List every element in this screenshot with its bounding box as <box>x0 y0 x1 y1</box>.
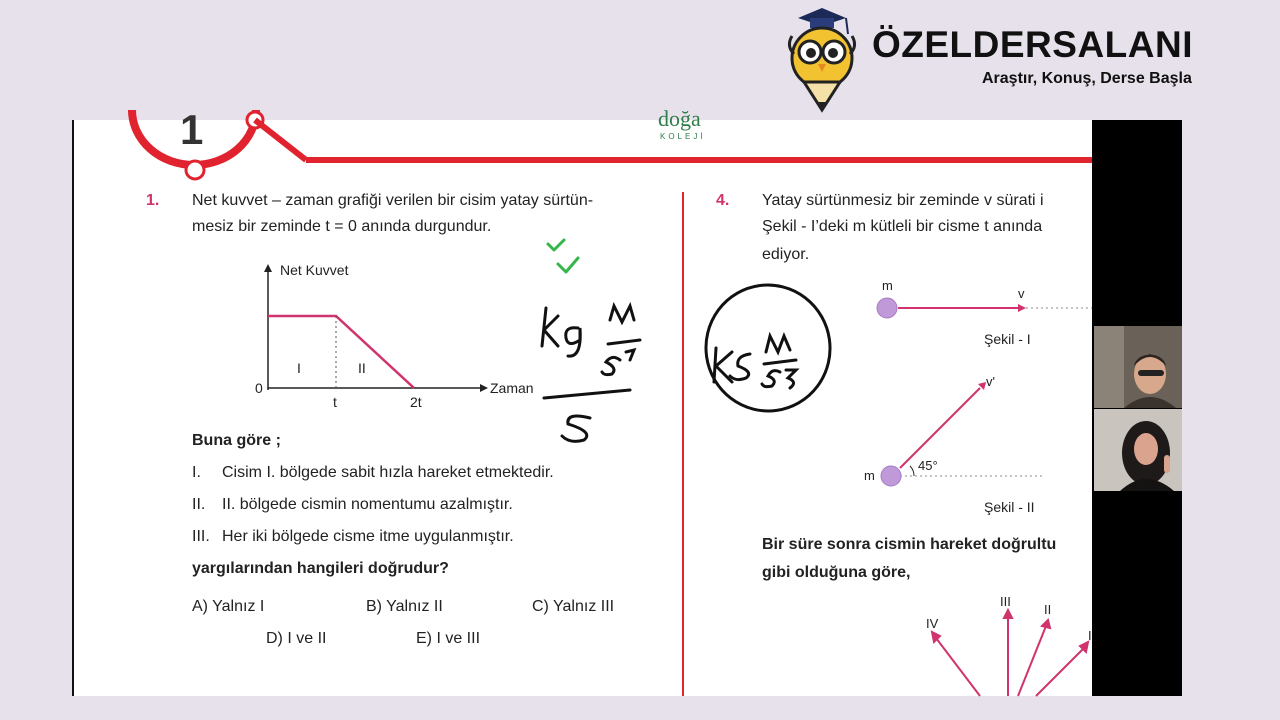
brand-name: ÖZELDERSALANI <box>872 24 1193 65</box>
owl-logo-icon <box>782 6 862 114</box>
y-axis-arrow-icon <box>264 264 272 272</box>
arrow-label-iii: III <box>1000 594 1011 609</box>
figure-2-mass-label: m <box>864 468 875 483</box>
question-1-lead: Buna göre ; <box>192 432 281 449</box>
option-a[interactable]: A) Yalnız I <box>192 598 265 615</box>
header-connector <box>255 120 306 160</box>
statement-3-number: III. <box>192 528 210 545</box>
question-1-number: 1. <box>146 192 160 209</box>
graph-origin-label: 0 <box>255 380 263 396</box>
figure-2-velocity-label: v' <box>986 374 995 389</box>
mass-ball <box>877 298 897 318</box>
figure-2-angle-label: 45° <box>918 458 938 473</box>
participant-video-2[interactable] <box>1094 409 1182 491</box>
brand-tagline: Araştır, Konuş, Derse Başla <box>982 70 1192 87</box>
direction-arrows <box>932 610 1088 696</box>
option-d[interactable]: D) I ve II <box>266 630 327 647</box>
x-axis-arrow-icon <box>480 384 488 392</box>
option-b[interactable]: B) Yalnız II <box>366 598 443 615</box>
worksheet-page <box>72 106 1094 696</box>
statement-2-text: II. bölgede cismin nomentumu azalmıştır. <box>222 496 513 513</box>
statement-2-number: II. <box>192 496 206 513</box>
velocity-vector <box>900 388 980 468</box>
figure-1 <box>877 298 1094 318</box>
check-icon <box>558 258 578 272</box>
statement-1-number: I. <box>192 464 201 481</box>
participant-2-avatar <box>1094 409 1182 491</box>
question-1-text-line2: mesiz bir zeminde t = 0 anında durgundur. <box>192 218 492 235</box>
graph-region-2-label: II <box>358 360 366 376</box>
question-1-prompt: yargılarından hangileri doğrudur? <box>192 560 449 577</box>
arrow-label-ii: II <box>1044 602 1052 617</box>
graph-y-label: Net Kuvvet <box>280 262 349 278</box>
statement-3-text: Her iki bölgede cisme itme uygulanmıştır. <box>222 528 514 545</box>
header-dot <box>186 161 204 179</box>
angle-arc <box>910 466 914 476</box>
option-c[interactable]: C) Yalnız III <box>532 598 615 615</box>
participant-1-avatar <box>1094 326 1182 408</box>
graph-region-1-label: I <box>297 360 301 376</box>
graph-tick-2t: 2t <box>410 394 422 410</box>
handwritten-notes <box>542 277 838 441</box>
figure-1-caption: Şekil - I <box>984 331 1031 347</box>
participant-video-1[interactable] <box>1094 326 1182 408</box>
question-4-number: 4. <box>716 192 730 209</box>
figure-1-mass-label: m <box>882 278 893 293</box>
question-4-text-line1: Yatay sürtünmesiz bir zeminde v sürati i <box>762 192 1044 209</box>
question-4-text-line2: Şekil - I’deki m kütleli bir cisme t anında <box>762 218 1043 235</box>
figure-2 <box>881 382 1044 486</box>
question-4-prompt-line2: gibi olduğuna göre, <box>762 564 911 581</box>
figure-1-velocity-label: v <box>1018 286 1025 301</box>
check-icon <box>548 240 564 250</box>
school-logo-subtext: KOLEJİ <box>660 132 706 141</box>
graph-tick-t: t <box>333 394 337 410</box>
graph-x-label: Zaman <box>490 380 534 396</box>
question-set-number: 1 <box>180 106 204 153</box>
mass-ball <box>881 466 901 486</box>
school-logo-text: doğa <box>658 106 701 131</box>
velocity-arrow-icon <box>1018 304 1026 312</box>
statement-1-text: Cisim I. bölgede sabit hızla hareket etmektedir. <box>222 464 554 481</box>
arrow-label-iv: IV <box>926 616 939 631</box>
option-e[interactable]: E) I ve III <box>416 630 481 647</box>
figure-2-caption: Şekil - II <box>984 499 1035 515</box>
arrow-label-i: I <box>1088 628 1092 643</box>
question-1-text-line1: Net kuvvet – zaman grafiği verilen bir cisim yatay sürtün- <box>192 192 594 209</box>
question-4-prompt-line1: Bir süre sonra cismin hareket doğrultu <box>762 536 1057 553</box>
force-curve <box>268 316 414 388</box>
check-marks <box>548 240 578 272</box>
question-4-text-line3: ediyor. <box>762 246 810 263</box>
